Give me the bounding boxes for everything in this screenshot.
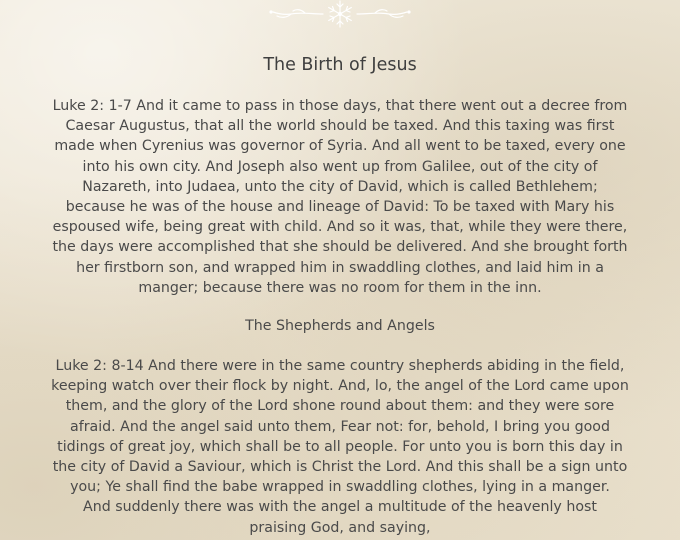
passage-luke-2-1-7 <box>50 96 630 298</box>
passage-line: espoused wife, being great with child. And so it was, that, while they were there, <box>52 219 628 236</box>
passage-line: afraid. And the angel said unto them, Fear not: for, behold, I bring you good <box>70 418 610 435</box>
passage-line: the days were accomplished that she should be delivered. And she brought forth <box>52 239 628 256</box>
page-title: The Birth of Jesus <box>263 55 417 75</box>
passage-line: And suddenly there was with the angel a multitude of the heavenly host <box>83 499 597 516</box>
passage-line: made when Cyrenius was governor of Syria. And all went to be taxed, every one <box>54 138 626 155</box>
passage-line: manger; because there was no room for them in the inn. <box>138 279 542 296</box>
passage-line: the city of David a Saviour, which is Christ the Lord. And this shall be a sign unto <box>52 459 628 476</box>
passage-line: you; Ye shall find the babe wrapped in swaddling clothes, lying in a manger. <box>70 479 610 496</box>
passage-line: tidings of great joy, which shall be to all people. For unto you is born this day in <box>57 438 623 455</box>
passage-line: them, and the glory of the Lord shone round about them: and they were sore <box>65 398 615 415</box>
passage-line: her firstborn son, and wrapped him in swaddling clothes, and laid him in a <box>76 259 604 276</box>
passage-line: Luke 2: 1-7 And it came to pass in those days, that there went out a decree from <box>52 98 628 114</box>
passage-line: into his own city. And Joseph also went up from Galilee, out of the city of <box>82 158 598 175</box>
passage-line: keeping watch over their flock by night. And, lo, the angel of the Lord came upon <box>51 378 629 395</box>
section-heading: The Shepherds and Angels <box>245 318 435 334</box>
snowflake-flourish-icon <box>265 0 415 32</box>
passage-line: praising God, and saying, <box>249 519 431 536</box>
passage-luke-2-8-14 <box>50 356 630 538</box>
passage-line: because he was of the house and lineage of David: To be taxed with Mary his <box>65 199 615 216</box>
passage-line: Nazareth, into Judaea, unto the city of David, which is called Bethlehem; <box>82 178 598 195</box>
passage-line: Luke 2: 8-14 And there were in the same country shepherds abiding in the field, <box>55 358 625 374</box>
passage-line: Caesar Augustus, that all the world should be taxed. And this taxing was first <box>65 118 615 135</box>
